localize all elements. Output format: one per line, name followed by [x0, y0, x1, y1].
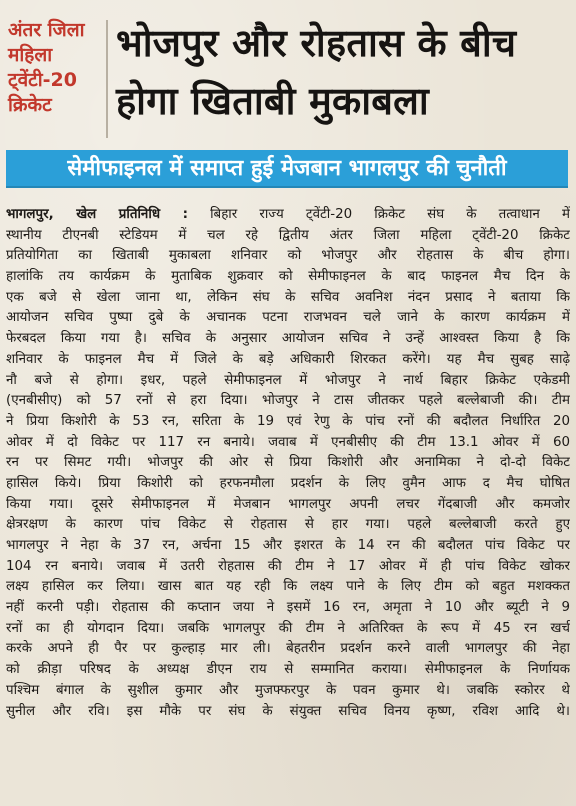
article-line: आयोजन सचिव पुष्पा दुबे के अचानक पटना राजभवन चले जाने के कारण कार्यक्रम में: [6, 310, 570, 326]
article-line: 104 रन बनाये। जवाब में उतरी रोहतास की टीम ने 17 ओवर में ही पांच विकेट खोकर: [6, 558, 570, 574]
article-line: रन पर सिमट गयी। भोजपुर की ओर से प्रिया किशोरी और अनामिका ने दो-दो विकेट: [6, 455, 570, 471]
article-line: फेरबदल किया गया है। सचिव के अनुसार आयोजन सचिव ने उन्हें आश्वस्त किया है कि: [6, 331, 570, 347]
article-line: ओवर में दो विकेट पर 117 रन बनाये। जवाब में एनबीसीए की टीम 13.1 ओवर में 60: [6, 434, 570, 450]
article-line: [6, 205, 570, 226]
article-line-text: बिहार राज्य ट्वेंटी-20 क्रिकेट संघ के तत्वाधान में: [210, 207, 570, 222]
dateline: भागलपुर, खेल प्रतिनिधि :: [6, 207, 188, 222]
article-body: [6, 205, 570, 801]
article-line: शनिवार के फाइनल मैच में जिले के बड़े अधिकारी शिरकत करेंगे। यह मैच सुबह साढ़े: [6, 351, 570, 367]
article-line: हासिल किये। प्रिया किशोरी को हरफनमौला प्रदर्शन के लिए वुमैन आफ द मैच घोषित: [6, 475, 570, 491]
article-line: (एनबीसीए) को 57 रनों से हरा दिया। भोजपुर ने टास जीतकर पहले बल्लेबाजी की। टीम: [6, 393, 570, 409]
kicker-line: क्रिकेट: [8, 94, 52, 116]
article-line: लक्ष्य हासिल कर लिया। खास बात यह रही कि लक्ष्य पाने के लिए टीम को बहुत मशक्कत: [6, 579, 570, 595]
kicker-line: अंतर जिला: [8, 19, 85, 41]
article-line: प्रतियोगिता का खिताबी मुकाबला शनिवार को भोजपुर और रोहतास के बीच होगा।: [6, 248, 570, 264]
article-line: किया गया। दूसरे सेमीफाइनल में मेजबान भागलपुर अपनी लचर गेंदबाजी और कमजोर: [6, 496, 570, 512]
article-line: एक बजे से खेला जाना था, लेकिन संघ के सचिव अवनिश नंदन प्रसाद ने बताया कि: [6, 289, 570, 305]
article-line: हालांकि तय कार्यक्रम के मुताबिक शुक्रवार को सेमीफाइनल के बाद फाइनल मैच दिन के: [6, 269, 570, 285]
kicker-divider: [106, 20, 108, 138]
article-line: नहीं करनी पड़ी। रोहतास की कप्तान जया ने इसमें 16 रन, अमृता ने 10 और ब्यूटी ने 9: [6, 600, 570, 616]
headline: [116, 14, 571, 130]
kicker-line: महिला: [8, 44, 53, 66]
article-line: ने प्रिया किशोरी के 53 रन, सरिता के 19 एवं रेणु के पांच रनों की बदौलत निर्धारित 20: [6, 413, 570, 429]
headline-line-1: भोजपुर और रोहतास के बीच: [116, 20, 517, 65]
kicker-line: ट्वेंटी-20: [8, 69, 77, 91]
article-line: क्षेत्ररक्षण के कारण पांच विकेट से रोहतास से हार गया। पहले बल्लेबाजी करते हुए: [6, 517, 570, 533]
article-line: नौ बजे से होगा। इधर, पहले सेमीफाइनल में भोजपुर ने नार्थ बिहार क्रिकेट एकेडमी: [6, 372, 570, 388]
article-line: रनों का ही योगदान दिया। जबकि भागलपुर की टीम ने अतिरिक्त के रूप में 45 रन खर्च: [6, 620, 570, 636]
section-kicker: [8, 18, 108, 118]
article-line: को क्रीड़ा परिषद के अध्यक्ष डीएन राय से सम्मानित कराया। सेमीफाइनल के निर्णायक: [6, 662, 570, 678]
article-line: सुनील और रवि। इस मौके पर संघ के संयुक्त सचिव विनय कृष्ण, रविश आदि थे।: [6, 703, 570, 719]
article-line: भागलपुर ने नेहा के 37 रन, अर्चना 15 और इशरत के 14 रन की बदौलत पांच विकेट पर: [6, 538, 570, 553]
subheadline-banner: सेमीफाइनल में समाप्त हुई मेजबान भागलपुर की चुनौती: [6, 150, 568, 188]
article-line: करके अपने ही पैर पर कुल्हाड़ मार ली। बेहतरीन प्रदर्शन करने वाली भागलपुर की नेहा: [6, 641, 570, 657]
article-line: पश्चिम बंगाल के सुशील कुमार और मुजफ्फरपुर के पवन कुमार थे। जबकि स्कोरर थे: [6, 682, 570, 698]
headline-line-2: होगा खिताबी मुकाबला: [116, 78, 429, 123]
article-line: स्थानीय टीएनबी स्टेडियम में चल रहे द्वितीय अंतर जिला महिला ट्वेंटी-20 क्रिकेट: [6, 227, 570, 243]
